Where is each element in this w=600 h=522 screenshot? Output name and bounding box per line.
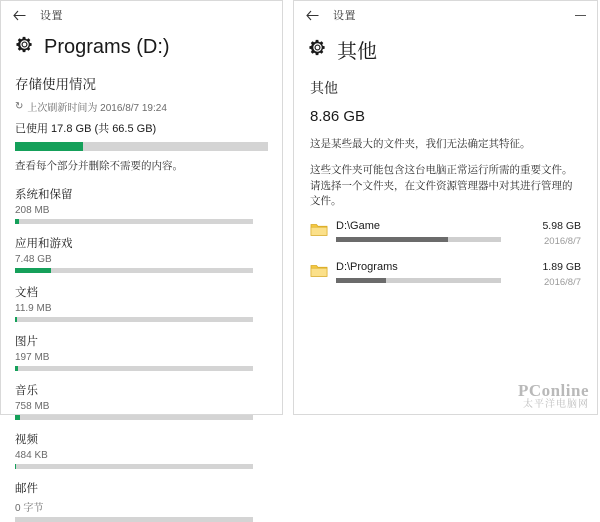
- refresh-icon: ↻: [15, 101, 24, 112]
- storage-category-list: [15, 186, 268, 522]
- page-title-right: 其他: [337, 41, 377, 63]
- right-content: [294, 66, 597, 288]
- storage-category-bar-fill: [15, 268, 51, 273]
- folder-list-item[interactable]: [310, 261, 581, 288]
- back-button[interactable]: [4, 2, 34, 28]
- storage-category-bar: [15, 219, 253, 224]
- storage-category-row[interactable]: [15, 382, 268, 420]
- folder-size: 5.98 GB: [542, 220, 581, 232]
- gear-icon: [308, 38, 327, 62]
- window-gap: [283, 0, 293, 415]
- storage-usage-window: [0, 0, 283, 514]
- storage-usage-heading: 存储使用情况: [15, 77, 96, 92]
- other-paragraph-2: 这些文件夹可能包含这台电脑正常运行所需的重要文件。请选择一个文件夹，在文件资源管理器中对其进行管理的文件。: [310, 163, 573, 208]
- folder-path: D:\Programs: [336, 261, 398, 273]
- minimize-button[interactable]: [563, 2, 597, 28]
- folder-date: 2016/8/7: [544, 277, 581, 288]
- folder-list-item[interactable]: [310, 220, 581, 247]
- storage-category-label: 视频: [15, 433, 38, 446]
- storage-category-bar: [15, 517, 253, 522]
- left-page-header: [1, 29, 282, 61]
- storage-category-label: 应用和游戏: [15, 237, 73, 250]
- folder-meta: [511, 261, 581, 288]
- folder-size-bar-fill: [336, 278, 386, 283]
- folder-info: [336, 220, 511, 242]
- storage-category-bar: [15, 464, 253, 469]
- last-refresh-text: 上次刷新时间为 2016/8/7 19:24: [27, 103, 167, 114]
- right-window-titlebar: [294, 1, 597, 29]
- right-page-header: [294, 29, 597, 66]
- storage-category-bar: [15, 366, 253, 371]
- storage-category-size: 758 MB: [15, 400, 50, 412]
- other-paragraph-1: 这是某些最大的文件夹，我们无法确定其特征。: [310, 138, 531, 150]
- last-refresh-line: [15, 99, 268, 114]
- storage-category-label: 邮件: [15, 482, 38, 495]
- other-subheading: 其他: [310, 80, 338, 96]
- folder-list: [310, 220, 581, 288]
- storage-category-row[interactable]: [15, 235, 268, 273]
- gear-icon: [15, 35, 34, 59]
- storage-category-size: 208 MB: [15, 204, 50, 216]
- storage-category-bar-fill: [15, 366, 18, 371]
- folder-date: 2016/8/7: [544, 236, 581, 247]
- storage-category-row[interactable]: [15, 284, 268, 322]
- storage-category-row[interactable]: [15, 431, 268, 469]
- total-usage-bar-fill: [15, 142, 83, 151]
- folder-path: D:\Game: [336, 220, 381, 232]
- used-space-text: 已使用 17.8 GB (共 66.5 GB): [15, 123, 157, 135]
- other-total-size: 8.86 GB: [310, 108, 366, 125]
- back-arrow-icon: [13, 10, 26, 21]
- storage-category-row[interactable]: [15, 186, 268, 224]
- storage-category-label: 音乐: [15, 384, 38, 397]
- usage-hint-text: 查看每个部分并删除不需要的内容。: [15, 160, 183, 172]
- watermark-main: PConline: [517, 380, 589, 400]
- storage-category-row[interactable]: [15, 480, 268, 522]
- folder-icon: [310, 263, 328, 278]
- storage-category-label: 系统和保留: [15, 188, 73, 201]
- folder-size-bar: [336, 278, 501, 283]
- total-usage-bar: [15, 142, 268, 151]
- page-title: Programs (D:): [44, 35, 170, 58]
- right-titlebar-title: 设置: [333, 10, 356, 22]
- storage-category-size: 7.48 GB: [15, 253, 52, 265]
- storage-category-row[interactable]: [15, 333, 268, 371]
- storage-category-label: 文档: [15, 286, 38, 299]
- storage-category-bar: [15, 268, 253, 273]
- back-arrow-icon: [306, 10, 319, 21]
- storage-category-bar-fill: [15, 464, 16, 469]
- left-window-titlebar: [1, 1, 282, 29]
- left-content: [1, 61, 282, 522]
- storage-category-bar-fill: [15, 219, 19, 224]
- storage-category-size: 197 MB: [15, 351, 50, 363]
- storage-category-size: 11.9 MB: [15, 302, 52, 314]
- folder-size-bar: [336, 237, 501, 242]
- storage-category-size: 484 KB: [15, 449, 48, 461]
- watermark: [518, 382, 589, 410]
- storage-category-bar-fill: [15, 317, 17, 322]
- storage-category-bar: [15, 415, 253, 420]
- folder-info: [336, 261, 511, 283]
- folder-icon: [310, 222, 328, 237]
- back-button-right[interactable]: [297, 2, 327, 28]
- folder-size: 1.89 GB: [542, 261, 581, 273]
- storage-category-label: 图片: [15, 335, 38, 348]
- storage-category-bar-fill: [15, 415, 20, 420]
- other-storage-window: [293, 0, 598, 415]
- folder-size-bar-fill: [336, 237, 448, 242]
- left-titlebar-title: 设置: [40, 10, 63, 22]
- watermark-sub: 太平洋电脑网: [523, 398, 589, 410]
- folder-meta: [511, 220, 581, 247]
- storage-category-bar: [15, 317, 253, 322]
- minimize-icon: [575, 15, 586, 16]
- storage-category-size: 0 字节: [15, 502, 44, 514]
